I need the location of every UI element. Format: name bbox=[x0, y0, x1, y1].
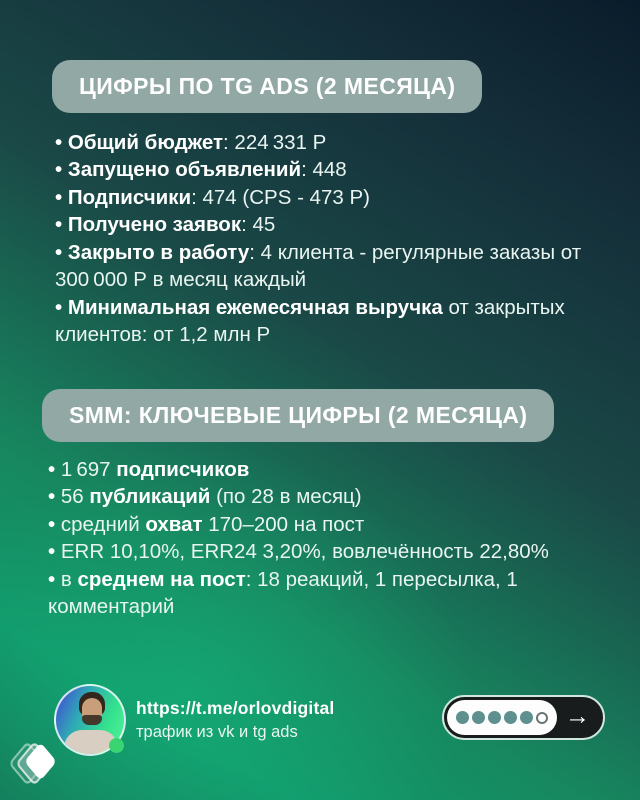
list-item: • Подписчики: 474 (CPS - 473 Р) bbox=[55, 185, 370, 209]
pagination bbox=[442, 695, 605, 740]
pagination-dot bbox=[472, 711, 485, 724]
list-item: • Получено заявок: 45 bbox=[55, 213, 276, 237]
smm-stats-list bbox=[48, 456, 600, 621]
section-header-smm: SMM: КЛЮЧЕВЫЕ ЦИФРЫ (2 МЕСЯЦА) bbox=[42, 389, 554, 442]
next-slide-button[interactable] bbox=[557, 704, 600, 731]
avatar-beard bbox=[82, 715, 102, 725]
pagination-dot bbox=[488, 711, 501, 724]
list-item: • Общий бюджет: 224 331 Р bbox=[55, 131, 327, 154]
list-item: • 1 697 подписчиков bbox=[48, 457, 250, 481]
bullet-icon: • bbox=[55, 213, 68, 237]
bullet-icon: • bbox=[55, 131, 68, 154]
online-badge bbox=[109, 738, 124, 753]
list-item: • средний охват 170–200 на пост bbox=[48, 512, 365, 536]
link-subtitle: трафик из vk и tg ads bbox=[136, 723, 298, 741]
pagination-dot bbox=[536, 712, 548, 724]
bullet-icon: • bbox=[55, 185, 68, 209]
bullet-icon: • bbox=[48, 540, 61, 564]
bullet-icon: • bbox=[55, 295, 68, 319]
pagination-dots bbox=[447, 700, 557, 735]
tg-ads-stats-list bbox=[55, 129, 593, 349]
bullet-icon: • bbox=[48, 512, 61, 536]
bullet-icon: • bbox=[48, 485, 61, 509]
diamond-stack-logo-icon bbox=[14, 740, 64, 786]
pagination-dot bbox=[520, 711, 533, 724]
list-item: • 56 публикаций (по 28 в месяц) bbox=[48, 485, 362, 509]
footer-text-block bbox=[136, 698, 334, 742]
list-item: • Закрыто в работу: 4 клиента - регулярные заказы от 300 000 Р в месяц каждый bbox=[55, 240, 582, 292]
pagination-dot bbox=[456, 711, 469, 724]
list-item: • в среднем на пост: 18 реакций, 1 пересылка, 1 комментарий bbox=[48, 567, 518, 619]
avatar[interactable] bbox=[54, 684, 126, 756]
bullet-icon: • bbox=[48, 457, 61, 481]
arrow-right-icon: → bbox=[565, 702, 590, 730]
bullet-icon: • bbox=[55, 240, 68, 264]
bullet-icon: • bbox=[55, 158, 68, 182]
pagination-dot bbox=[504, 711, 517, 724]
list-item: • ERR 10,10%, ERR24 3,20%, вовлечённость 22,80% bbox=[48, 540, 549, 564]
telegram-link[interactable]: https://t.me/orlovdigital bbox=[136, 698, 335, 718]
bullet-icon: • bbox=[48, 567, 61, 591]
list-item: • Минимальная ежемесячная выручка от закрытых клиентов: от 1,2 млн Р bbox=[55, 295, 565, 347]
list-item: • Запущено объявлений: 448 bbox=[55, 158, 347, 182]
section-header-tg-ads: ЦИФРЫ ПО TG ADS (2 МЕСЯЦА) bbox=[52, 60, 482, 113]
